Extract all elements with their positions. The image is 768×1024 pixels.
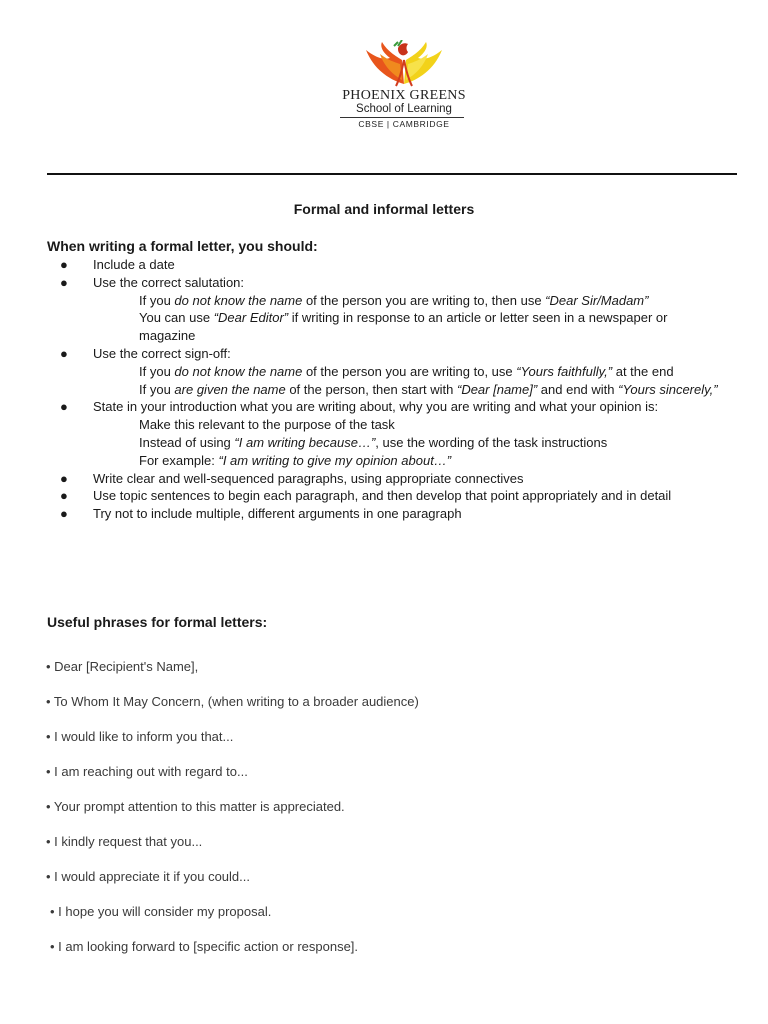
useful-phrases-list — [46, 658, 419, 973]
guideline-subitem: Make this relevant to the purpose of the task — [139, 417, 395, 433]
document-title: Formal and informal letters — [293, 201, 475, 217]
guideline-subitem: If you are given the name of the person, then start with “Dear [name]” and end with “Yours sincerely,” — [139, 381, 718, 397]
school-logo — [322, 40, 486, 132]
phrase-item: • Your prompt attention to this matter is appreciated. — [46, 799, 345, 814]
phrase-item: • Dear [Recipient's Name], — [46, 659, 199, 674]
useful-phrases-heading: Useful phrases for formal letters: — [47, 614, 268, 630]
logo-school-name: PHOENIX GREENS — [342, 88, 466, 103]
logo-boards: CBSE | CAMBRIDGE — [358, 119, 450, 129]
guideline-item: ● Include a date — [60, 257, 175, 272]
guideline-subitem: You can use “Dear Editor” if writing in response to an article or letter seen in a newspaper or magazine — [139, 310, 668, 344]
formal-letter-heading: When writing a formal letter, you should: — [47, 238, 318, 254]
phrase-item: • I would appreciate it if you could... — [46, 869, 250, 884]
guideline-subitem: If you do not know the name of the person you are writing to, then use “Dear Sir/Madam” — [139, 292, 649, 308]
phrase-item: • I would like to inform you that... — [46, 729, 234, 744]
guideline-subitem: For example: “I am writing to give my opinion about…” — [139, 452, 452, 468]
guideline-item: ● State in your introduction what you are writing about, why you are writing and what your opinion is: — [60, 399, 659, 415]
phrase-item: • I am reaching out with regard to... — [46, 764, 248, 779]
header-rule — [47, 173, 737, 175]
phrase-item: • I kindly request that you... — [46, 834, 203, 849]
phrase-item: • I hope you will consider my proposal. — [50, 904, 272, 919]
phrase-item: • To Whom It May Concern, (when writing to a broader audience) — [46, 694, 419, 709]
guideline-item: ● Try not to include multiple, different arguments in one paragraph — [60, 506, 462, 522]
guideline-subitem: Instead of using “I am writing because…”, use the wording of the task instructions — [139, 434, 608, 450]
formal-letter-guidelines — [47, 256, 727, 523]
guideline-subitem: If you do not know the name of the person you are writing to, use “Yours faithfully,” at the end — [139, 363, 674, 379]
guideline-item: ● Use topic sentences to begin each paragraph, and then develop that point appropriately and in detail — [60, 488, 672, 504]
logo-divider — [340, 117, 464, 118]
guideline-item: ● Write clear and well-sequenced paragraphs, using appropriate connectives — [60, 470, 524, 486]
phoenix-emblem-icon — [360, 40, 448, 88]
phrase-item: • I am looking forward to [specific action or response]. — [50, 939, 359, 954]
logo-tagline: School of Learning — [356, 103, 452, 115]
guideline-item: ● Use the correct salutation: — [60, 274, 245, 290]
guideline-item: ● Use the correct sign-off: — [60, 345, 231, 361]
